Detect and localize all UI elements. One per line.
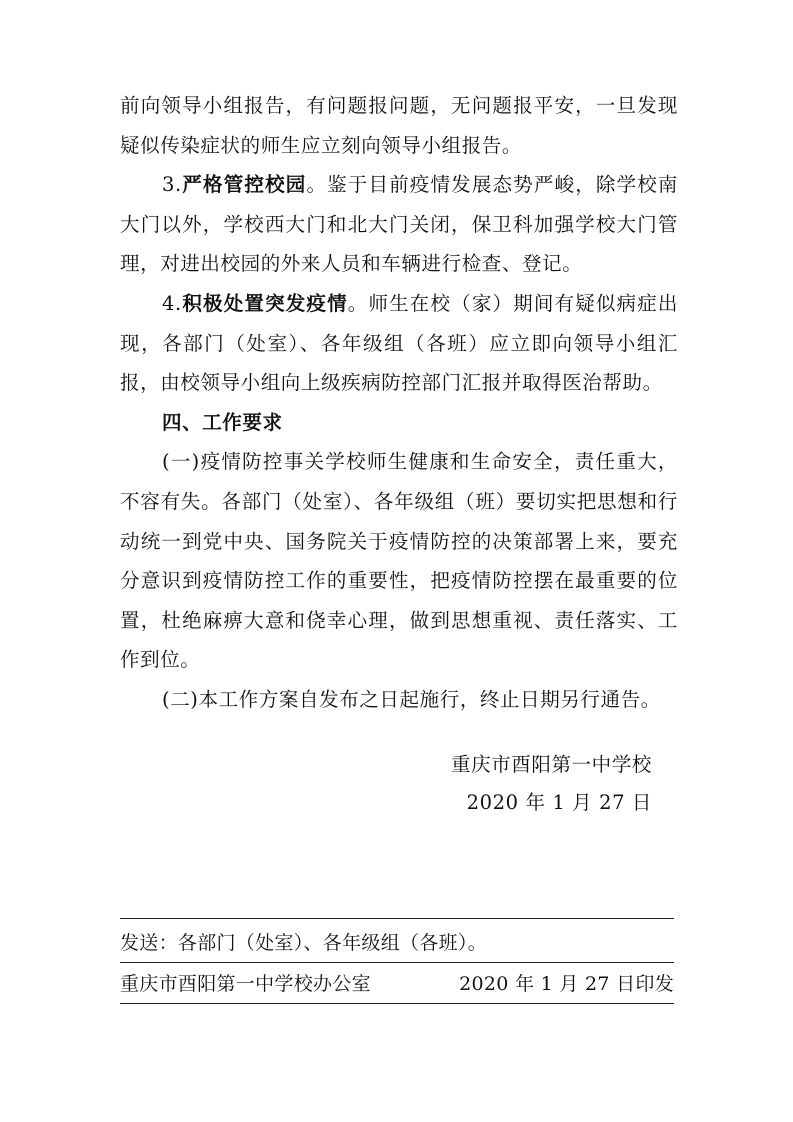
item-3-number: 3. (162, 173, 182, 197)
item-3-title: 严格管控校园 (181, 173, 307, 197)
item-4-number: 4. (162, 291, 182, 315)
send-to-line: 发送：各部门（处室）、各年级组（各班）。 (120, 932, 488, 954)
issue-date: 2020 年 1 月 27 日印发 (459, 973, 674, 995)
item-4-title: 积极处置突发疫情 (181, 291, 348, 315)
issuer-line (120, 969, 674, 999)
item-3-text: 。鉴于目前疫情发展态势严峻，除学校南大门以外，学校西大门和北大门关闭，保卫科加强学校大门管理，对进出校园的外来人员和车辆进行检查、登记。 (120, 173, 678, 276)
document-body (120, 86, 678, 720)
footer-top-rule (120, 918, 674, 919)
item-3-campus-control (120, 165, 678, 284)
item-4-text: 。师生在校（家）期间有疑似病症出现，各部门（处室）、各年级组（各班）应立即向领导小组汇报，由校领导小组向上级疾病防控部门汇报并取得医治帮助。 (120, 291, 678, 395)
signature-organization: 重庆市酉阳第一中学校 (450, 753, 652, 776)
paragraph-report: 前向领导小组报告，有问题报问题，无问题报平安，一旦发现疑似传染症状的师生应立刻向领导小组报告。 (120, 94, 678, 157)
footer-middle-rule (120, 962, 674, 963)
issuer-office: 重庆市酉阳第一中学校办公室 (120, 973, 371, 995)
section-4-heading: 四、工作要求 (162, 410, 283, 434)
requirement-2: (二)本工作方案自发布之日起施行，终止日期另行通告。 (162, 687, 661, 711)
signature-date: 2020 年 1 月 27 日 (466, 791, 652, 814)
footer-bottom-rule (120, 1003, 674, 1004)
item-4-emergency-handling (120, 284, 678, 403)
requirement-1: (一)疫情防控事关学校师生健康和生命安全，责任重大，不容有失。各部门（处室）、各年级组（班）要切实把思想和行动统一到党中央、国务院关于疫情防控的决策部署上来，要充分意识到疫情防控工作的重要性，把疫情防控摆在最重要的位置，杜绝麻痹大意和侥幸心理，做到思想重视、责任落实、工作到位。 (120, 450, 678, 672)
